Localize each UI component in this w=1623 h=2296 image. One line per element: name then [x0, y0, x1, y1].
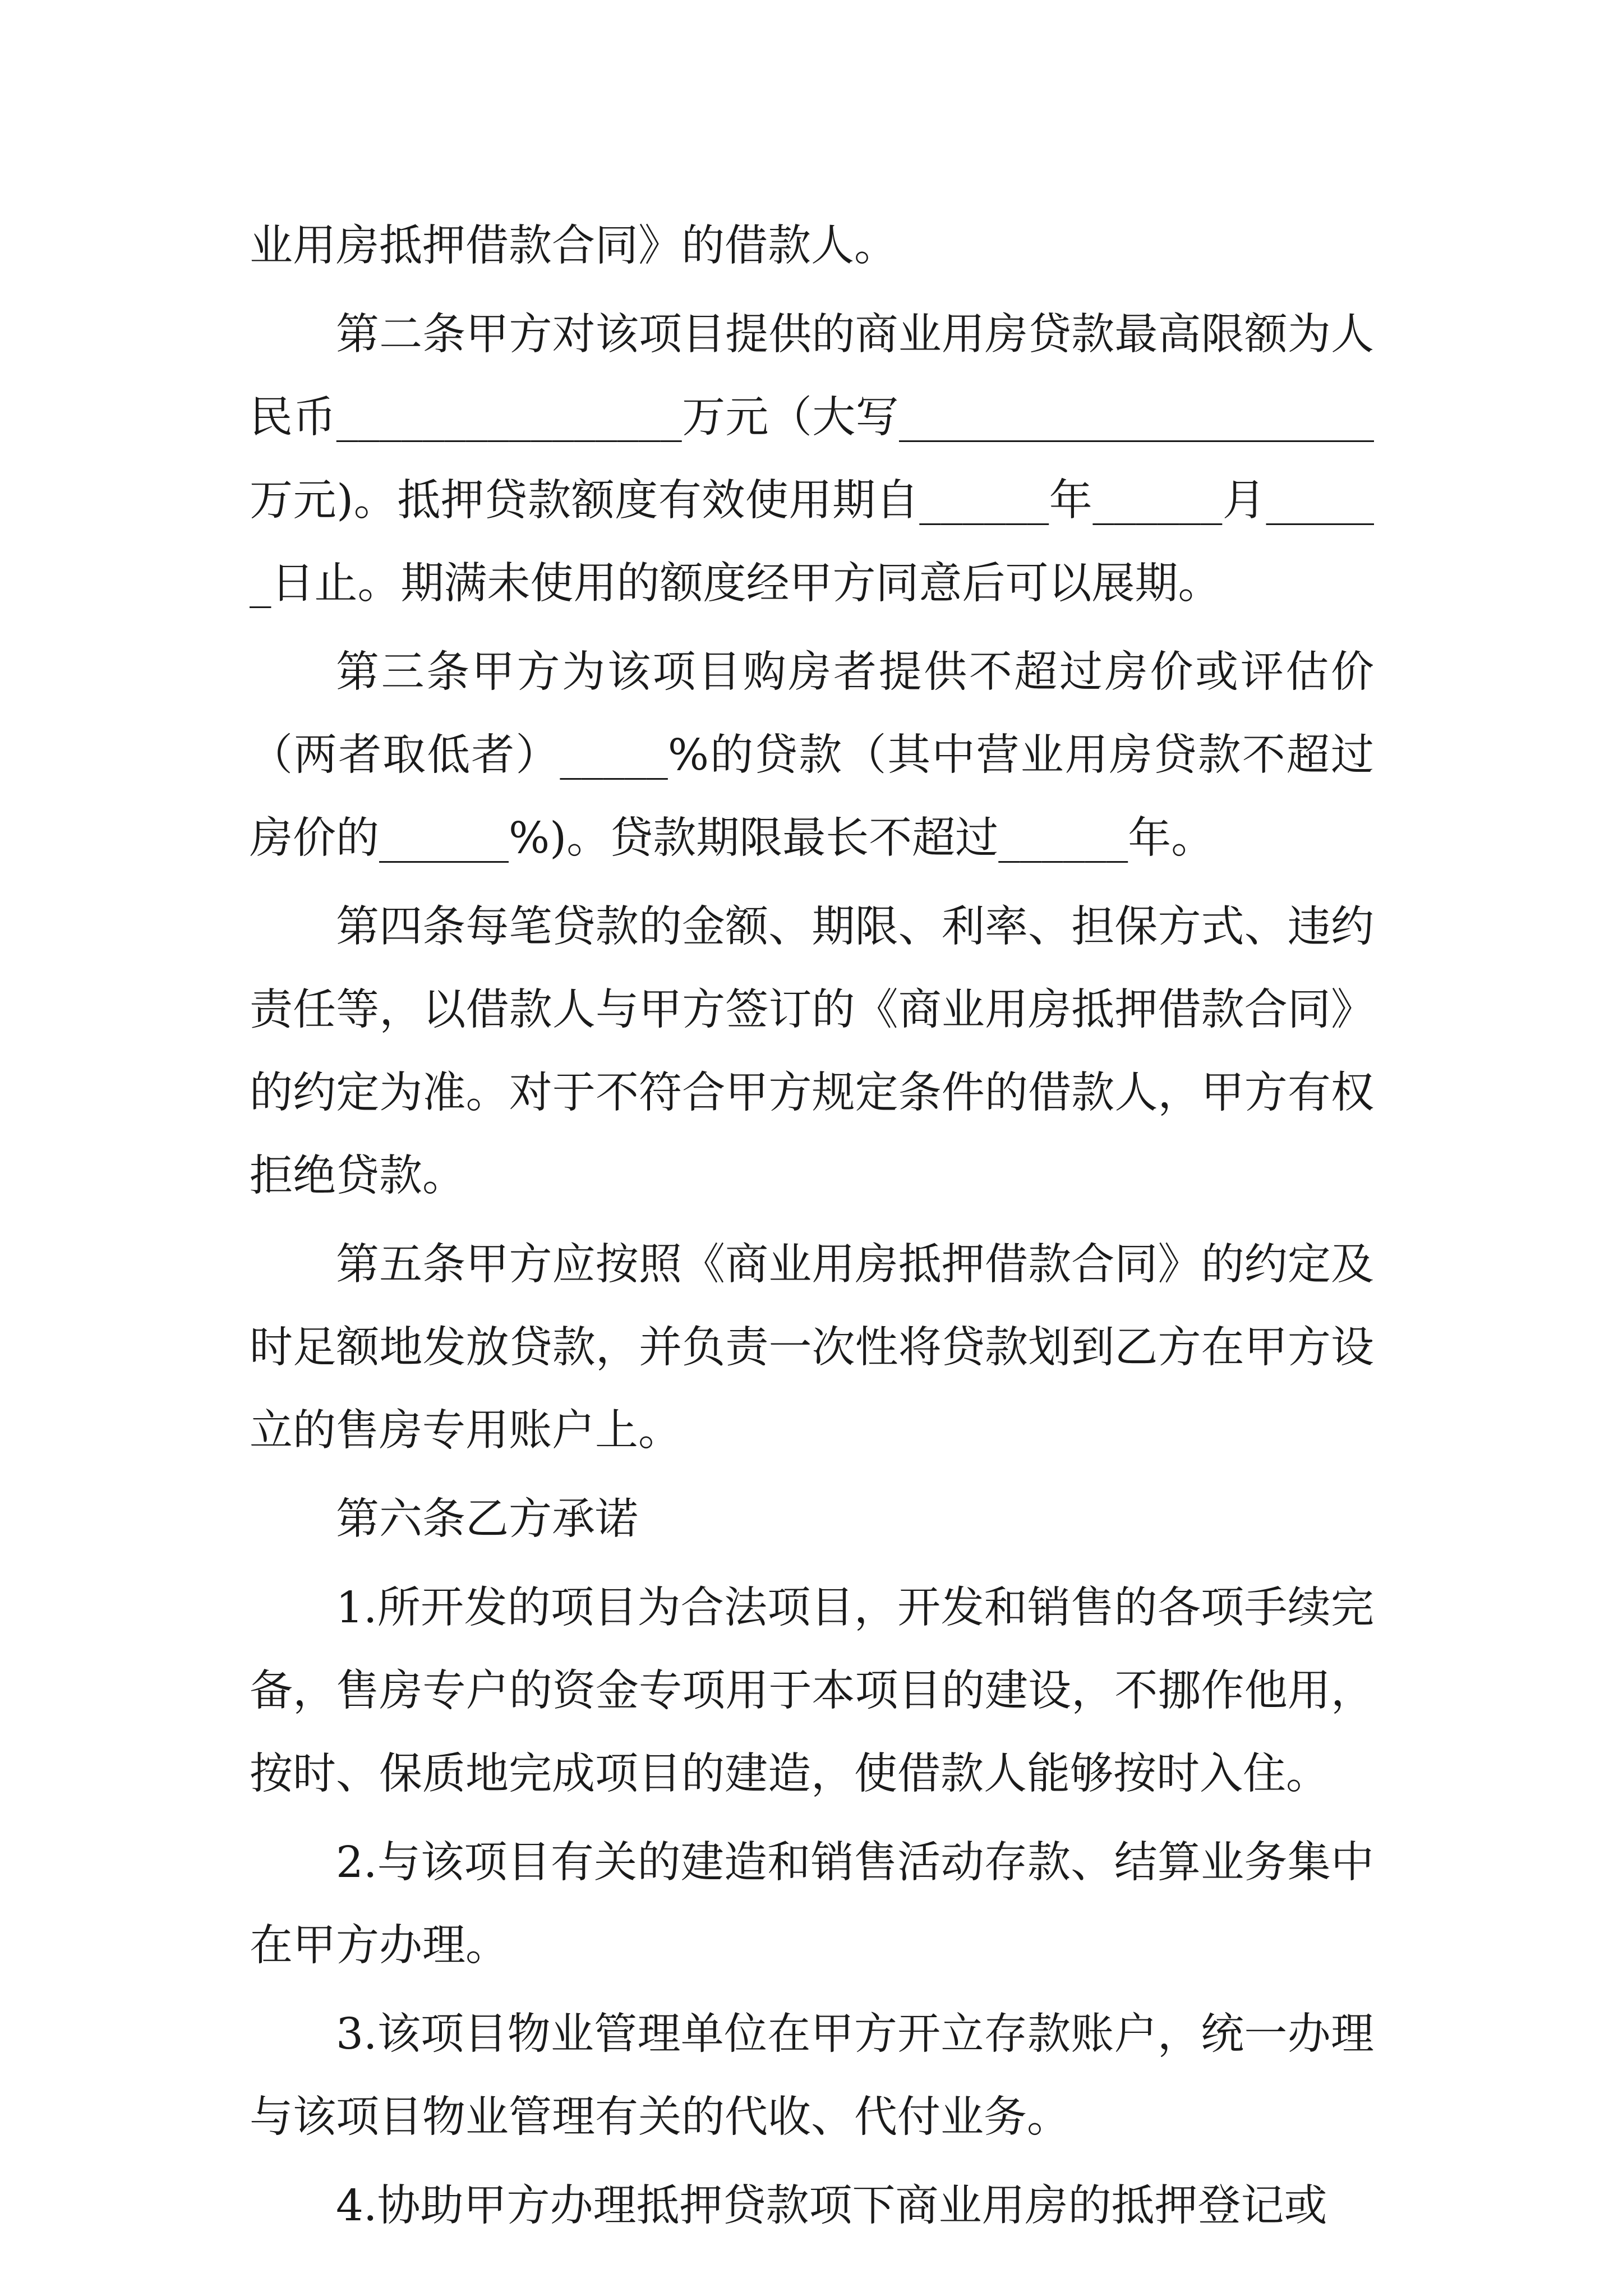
paragraph-article-4: 第四条每笔贷款的金额、期限、利率、担保方式、违约责任等，以借款人与甲方签订的《商业用房抵押借款合同》的约定为准。对于不符合甲方规定条件的借款人，甲方有权拒绝贷款。: [250, 902, 1374, 1201]
paragraph-continuation: 业用房抵押借款合同》的借款人。: [250, 221, 897, 271]
paragraph-item-2: 2.与该项目有关的建造和销售活动存款、结算业务集中在甲方办理。: [250, 1838, 1374, 1971]
paragraph-article-2: 第二条甲方对该项目提供的商业用房贷款最高限额为人民币________________万元（大写______________________万元)。抵押贷款额度有效使用期自______年______月______日止。期满未使用的额度经甲方同意后可以展期。: [250, 310, 1374, 609]
paragraph-article-5: 第五条甲方应按照《商业用房抵押借款合同》的约定及时足额地发放贷款，并负责一次性将贷款划到乙方在甲方设立的售房专用账户上。: [250, 1240, 1374, 1456]
paragraph-item-3: 3.该项目物业管理单位在甲方开立存款账户，统一办理与该项目物业管理有关的代收、代付业务。: [250, 2009, 1374, 2142]
paragraph-item-1: 1.所开发的项目为合法项目，开发和销售的各项手续完备，售房专户的资金专项用于本项目的建设，不挪作他用，按时、保质地完成项目的建造，使借款人能够按时入住。: [250, 1583, 1374, 1799]
paragraph-article-6-heading: 第六条乙方承诺: [336, 1494, 638, 1544]
paragraph-article-3: 第三条甲方为该项目购房者提供不超过房价或评估价（两者取低者）_____%的贷款（其中营业用房贷款不超过房价的______%)。贷款期限最长不超过______年。: [250, 647, 1374, 863]
document-body: [250, 205, 1374, 2253]
paragraph-item-4: 4.协助甲方办理抵押贷款项下商业用房的抵押登记或: [336, 2181, 1327, 2231]
